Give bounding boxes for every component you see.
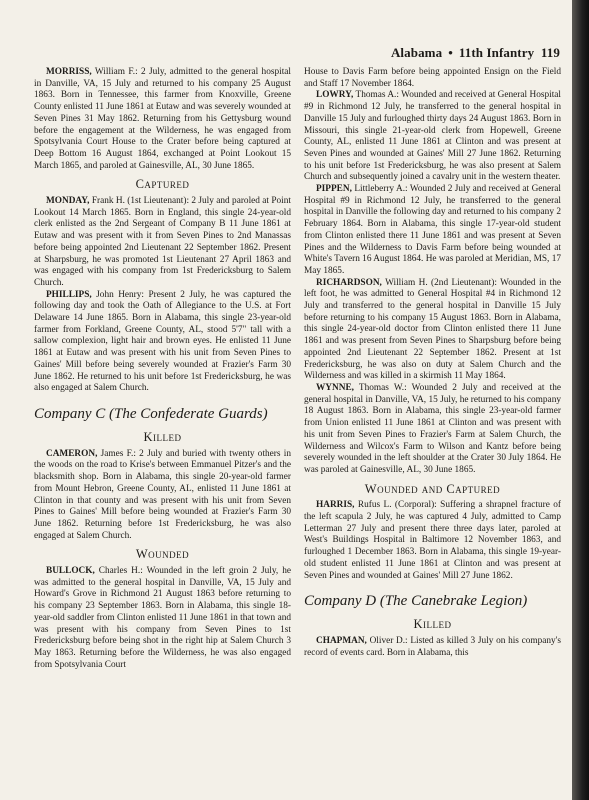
entry-phillips [34, 290, 291, 395]
entry-name: RICHARDSON, [316, 277, 382, 288]
entry-text: James F.: 2 July and buried with twenty others in the woods on the road to Krise's between Emmanuel Pitzer's and the blacksmith shop. Born in Alabama, this single 20-year-old farmer from Mount Hebron, Greene County, AL, enlisted 11 June 1861 at Clinton in that county and was present with his unit from Seven Pines to Gaines' Mill before being wounded at Frazier's Farm 30 June 1862. Returning before 1st Fredericksburg, he was also engaged at Salem Church. [34, 448, 291, 541]
entry-name: PIPPEN, [316, 184, 352, 195]
entry-bullock [34, 566, 291, 671]
entry-wynne [304, 383, 561, 477]
section-heading-killed: Killed [143, 429, 182, 444]
section-heading-captured: Captured [135, 177, 190, 192]
entry-text: Littleberry A.: Wounded 2 July and received at General Hospital #9 in Richmond 12 July, he transferred to the general hospital in Danville the following day and returned to his company 2 February 1864. Born in Alabama, this single 17-year-old student from Clinton enlisted there 11 June 1861 and was present at Seven Pines and the Wilderness to Davis Farm before being wounded at White's Tavern 16 August 1864. He was paroled at Meridian, MS, 17 May 1865. [304, 184, 561, 276]
header-state: Alabama [390, 45, 443, 60]
entry-text: Rufus L. (Corporal): Suffering a shrapnel fracture of the left scapula 2 July, he was captured 4 July, admitted to Camp Letterman 27 July and present there three days later, paroled at West's Buildings Hospital in Baltimore 12 November 1863, and furloughed 1 December 1863. Born in Alabama, this single 19-year-old student enlisted 11 June 1861 at Clinton and was present at Seven Pines and wounded at Gaines' Mill 27 June 1862. [304, 500, 561, 581]
entry-richardson [304, 278, 561, 383]
entry-morriss [34, 67, 291, 172]
entry-bullock-continued: House to Davis Farm before being appointed Ensign on the Field and Staff 17 November 1864. [304, 67, 561, 89]
entry-chapman [304, 636, 561, 659]
entry-name: MORRISS, [46, 67, 92, 77]
entry-cameron [34, 449, 291, 543]
entry-name: MONDAY, [46, 196, 90, 207]
entry-name: BULLOCK, [46, 566, 95, 577]
entry-text: John Henry: Present 2 July, he was captured the following day and took the Oath of Allegiance to the U.S. at Fort Delaware 14 June 1865. Born in Alabama, this single 23-year-old farmer from Forkland, Greene County, AL, stood 5'7" tall with a sallow complexion, light hair and brown eyes. He enlisted 11 June 1861 at Eutaw and was present with his unit from Seven Pines to Gaines' Mill before being severely wounded at Frazier's Farm 30 June 1862. He returned to his unit before 1st Fredericksburg, he was also engaged at Salem Church. [34, 289, 291, 394]
entry-name: LOWRY, [316, 90, 354, 101]
entry-text: Frank H. (1st Lieutenant): 2 July and paroled at Point Lookout 14 March 1865. Born in England, this single 24-year-old clerk enlisted as the 2nd Sergeant of Company B 11 June 1861 at Eutaw and was present with it from Seven Pines to 2nd Manassas before being appointed 2nd Lieutenant 22 September 1862. Present at Sharpsburg, he was promoted 1st Lieutenant 27 April 1863 and was engaged with his company from 1st Fredericksburg to Salem Church. [34, 196, 291, 288]
entry-text: Oliver D.: Listed as killed 3 July on his company's record of events card. Born in Alabama, this [304, 635, 561, 658]
entry-lowry [304, 90, 561, 184]
entry-name: WYNNE, [316, 382, 354, 393]
entry-text: William H. (2nd Lieutenant): Wounded in the left foot, he was admitted to General Hospital #4 in Richmond 12 July and transferred to the general hospital in Danville 15 July before returning to his company 15 August 1863. Born in Alabama, this single 24-year-old doctor from Clinton enlisted there 11 June 1861 and was present from Seven Pines to Sharpsburg before being appointed 2nd Lieutenant 22 September 1862. Present at 1st Fredericksburg, he was also on duty at Salem Church and the Wilderness and was killed in a skirmish 11 May 1864. [304, 277, 561, 382]
entry-text: William F.: 2 July, admitted to the general hospital in Danville, VA, 15 July and returned to his company 25 August 1863. Born in Tennessee, this farmer from Knoxville, Greene County enlisted 11 June 1861 at Eutaw and was severely wounded at Seven Pines 31 May 1862. Returning from his Gettysburg wound before the engagement at the Wilderness, he was engaged from Spotsylvania Court House to the Crater before being captured at Deep Bottom 16 August 1864, exchanged at Point Lookout 15 March 1865, and paroled at Gainesville, AL, 30 June 1865. [34, 67, 291, 171]
entry-text: Thomas A.: Wounded and received at General Hospital #9 in Richmond 12 July, he transferred to the general hospital in Danville 15 July and furloughed thirty days 24 August 1863. Born in Missouri, this single 21-year-old clerk from Hopewell, Greene County, AL, enlisted 11 June 1861 at Clinton and was present at Seven Pines and wounded at Gaines' Mill 27 June 1862. Returning to his unit before 1st Fredericksburg, he was also present at Salem Church and subsequently joined a cavalry unit in the western theater. [304, 90, 561, 183]
right-column [304, 67, 561, 659]
section-heading-killed: Killed [413, 617, 452, 632]
entry-text: Charles H.: Wounded in the left groin 2 July, he was admitted to the general hospital in Danville, VA, 15 July and Howard's Grove in Richmond 21 August 1863 before returning to his company 23 September 1863. Born in Alabama, this single 18-year-old saddler from Clinton enlisted 11 June 1861 in that town and was present with his company from Seven Pines to 1st Fredericksburg before being shot in the right hip at Salem Church 3 May 1863. Returning before the Wilderness, he was also engaged from Spotsylvania Court [34, 566, 291, 670]
entry-name: CAMERON, [46, 448, 98, 459]
entry-pippen [304, 184, 561, 278]
entry-monday [34, 196, 291, 290]
page-number: 119 [540, 45, 560, 60]
book-edge-shadow [572, 0, 589, 800]
entry-name: CHAPMAN, [316, 635, 367, 646]
left-column [34, 67, 291, 671]
header-separator: • [448, 45, 453, 60]
entry-harris [304, 500, 561, 582]
company-c-heading: Company C (The Confederate Guards) [34, 405, 268, 422]
entry-name: HARRIS, [316, 500, 355, 511]
section-heading-wounded: Wounded [135, 547, 190, 562]
entry-text: Thomas W.: Wounded 2 July and received at the general hospital in Danville, VA, 15 July, he returned to his company 18 August 1863. Born in Alabama, this single 23-year-old farmer from Union enlisted 11 June 1861 at Clinton and was present with his unit from Seven Pines to Frazier's Farm at Salem Church, the Wilderness and Wilcox's Farm to Wilson and Kantz before being severely wounded in the left shoulder at the Crater 30 July 1864. He was paroled at Gainesville, AL, 30 June 1865. [304, 382, 561, 475]
header-unit: 11th Infantry [458, 45, 535, 60]
company-d-heading: Company D (The Canebrake Legion) [304, 593, 528, 610]
section-heading-wounded-and-captured: Wounded and Captured [364, 481, 501, 496]
entry-name: PHILLIPS, [46, 289, 92, 300]
running-header [300, 45, 560, 61]
